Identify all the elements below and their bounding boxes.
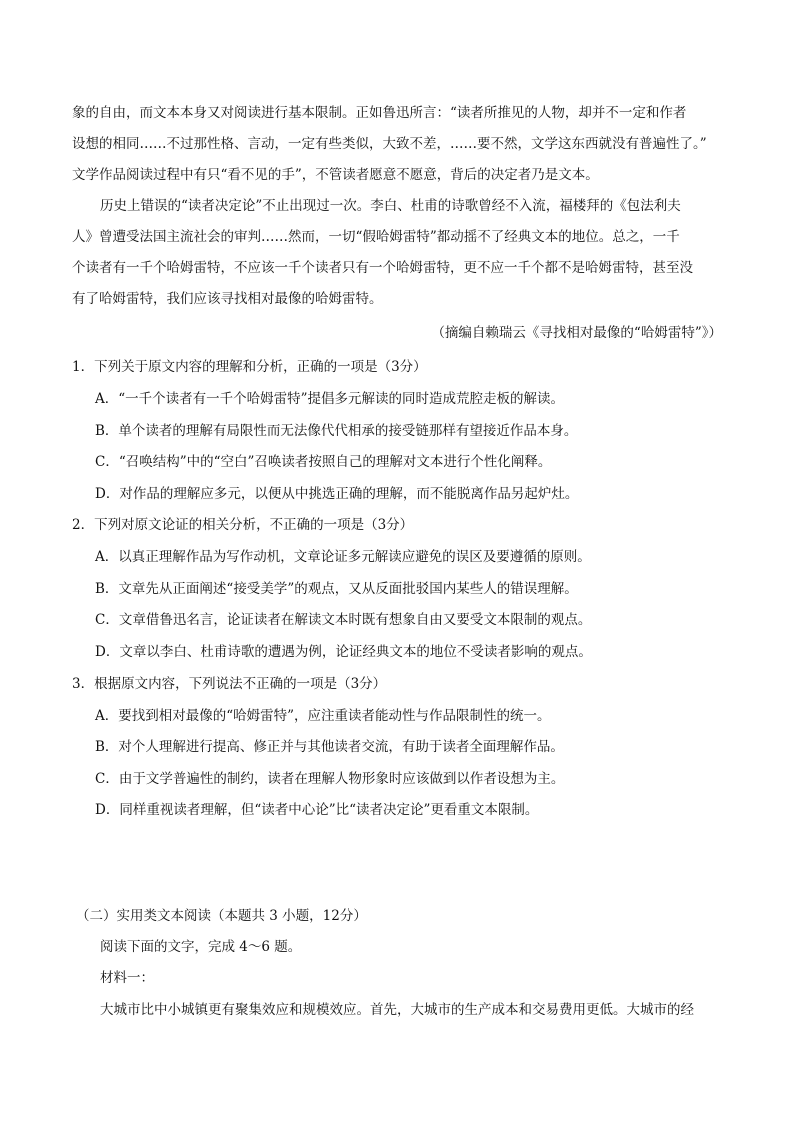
question-3-option-a: A．要找到相对最像的“哈姆雷特”，应注重读者能动性与作品限制性的统一。 bbox=[95, 708, 551, 724]
passage-para2-line3: 个读者有一千个哈姆雷特，不应该一千个读者只有一个哈姆雷特，更不应一千个都不是哈姆雷特，甚至没 bbox=[72, 260, 693, 276]
question-1-stem: 1．下列关于原文内容的理解和分析，正确的一项是（3分） bbox=[72, 359, 427, 375]
passage-para2-line4: 有了哈姆雷特，我们应该寻找相对最像的哈姆雷特。 bbox=[72, 291, 383, 307]
question-3-option-d: D．同样重视读者理解，但“读者中心论”比“读者决定论”更看重文本限制。 bbox=[95, 802, 539, 818]
material-1-label: 材料一： bbox=[100, 970, 154, 986]
question-2-option-b: B．文章先从正面阐述“接受美学”的观点，又从反面批驳国内某些人的错误理解。 bbox=[95, 581, 578, 597]
question-1-option-b: B．单个读者的理解有局限性而无法像代代相承的接受链那样有望接近作品本身。 bbox=[95, 423, 578, 439]
passage-para2-line1: 历史上错误的“读者决定论”不止出现过一次。李白、杜甫的诗歌曾经不入流，福楼拜的《包法利夫 bbox=[100, 198, 681, 214]
question-3-stem: 3．根据原文内容，下列说法不正确的一项是（3分） bbox=[72, 676, 387, 692]
section-2-instruction: 阅读下面的文字，完成 4～6 题。 bbox=[100, 939, 302, 955]
passage-para1-line2: 设想的相同……不过那性格、言动，一定有些类似，大致不差，……要不然，文学这东西就没有普遍性了。” bbox=[72, 136, 707, 152]
question-1-option-d: D．对作品的理解应多元，以便从中挑选正确的理解，而不能脱离作品另起炉灶。 bbox=[95, 486, 579, 502]
passage-source: （摘编自赖瑞云《寻找相对最像的“哈姆雷特”》） bbox=[431, 325, 722, 341]
passage-para2-line2: 人》曾遭受法国主流社会的审判……然而，一切“假哈姆雷特”都动摇不了经典文本的地位。总之，一千 bbox=[72, 229, 680, 245]
section-2-heading: （二）实用类文本阅读（本题共 3 小题，12分） bbox=[76, 908, 367, 924]
question-2-stem: 2．下列对原文论证的相关分析，不正确的一项是（3分） bbox=[72, 517, 414, 533]
question-2-option-c: C．文章借鲁迅名言，论证读者在解读文本时既有想象自由又要受文本限制的观点。 bbox=[95, 612, 592, 628]
question-3-option-c: C．由于文学普遍性的制约，读者在理解人物形象时应该做到以作者设想为主。 bbox=[95, 771, 565, 787]
question-2-option-d: D．文章以李白、杜甫诗歌的遭遇为例，论证经典文本的地位不受读者影响的观点。 bbox=[95, 644, 592, 660]
question-2-option-a: A．以真正理解作品为写作动机，文章论证多元解读应避免的误区及要遵循的原则。 bbox=[95, 549, 591, 565]
question-1-option-a: A．“一千个读者有一千个哈姆雷特”提倡多元解读的同时造成荒腔走板的解读。 bbox=[95, 391, 565, 407]
passage-para1-line3: 文学作品阅读过程中有只“看不见的手”，不管读者愿意不愿意，背后的决定者乃是文本。 bbox=[72, 167, 599, 183]
question-3-option-b: B．对个人理解进行提高、修正并与其他读者交流，有助于读者全面理解作品。 bbox=[95, 739, 564, 755]
question-1-option-c: C．“召唤结构”中的“空白”召唤读者按照自己的理解对文本进行个性化阐释。 bbox=[95, 454, 552, 470]
material-1-first-line: 大城市比中小城镇更有聚集效应和规模效应。首先，大城市的生产成本和交易费用更低。大城市的经 bbox=[100, 1002, 694, 1018]
passage-para1-line1: 象的自由，而文本本身又对阅读进行基本限制。正如鲁迅所言：“读者所推见的人物，却并不一定和作者 bbox=[72, 105, 687, 121]
